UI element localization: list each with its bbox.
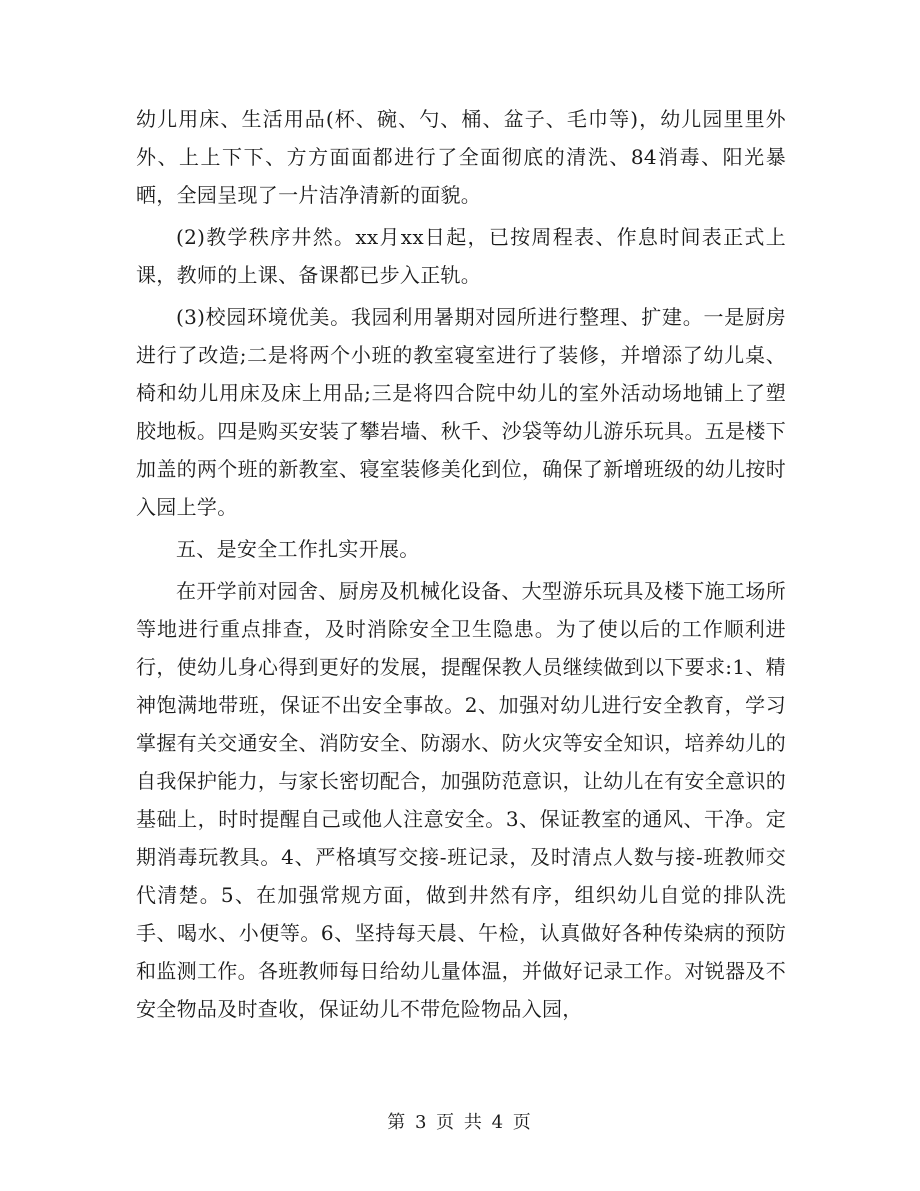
paragraph-hygiene-continued: 幼儿用床、生活用品(杯、碗、勺、桶、盆子、毛巾等)，幼儿园里里外外、上上下下、方方面面都进行了全面彻底的清洗、84消毒、阳光暴晒，全园呈现了一片洁净清新的面貌。 bbox=[136, 107, 786, 207]
paragraph-teaching-order: (2)教学秩序井然。xx月xx日起，已按周程表、作息时间表正式上课，教师的上课、备课都已步入正轨。 bbox=[136, 225, 786, 287]
section-heading-safety: 五、是安全工作扎实开展。 bbox=[176, 537, 420, 561]
document-body bbox=[136, 100, 786, 1032]
page-footer: 第 3 页 共 4 页 bbox=[387, 1112, 533, 1133]
paragraph-safety-requirements: 在开学前对园舍、厨房及机械化设备、大型游乐玩具及楼下施工场所等地进行重点排查，及时消除安全卫生隐患。为了使以后的工作顺利进行，使幼儿身心得到更好的发展，提醒保教人员继续做到以下要求:1、精神饱满地带班，保证不出安全事故。2、加强对幼儿进行安全教育，学习掌握有关交通安全、消防安全、防溺水、防火灾等安全知识，培养幼儿的自我保护能力，与家长密切配合，加强防范意识，让幼儿在有安全意识的基础上，时时提醒自己或他人注意安全。3、保证教室的通风、干净。定期消毒玩教具。4、严格填写交接-班记录，及时清点人数与接-班教师交代清楚。5、在加强常规方面，做到井然有序，组织幼儿自觉的排队洗手、喝水、小便等。6、坚持每天晨、午检，认真做好各种传染病的预防和监测工作。各班教师每日给幼儿量体温，并做好记录工作。对锐器及不安全物品及时查收，保证幼儿不带危险物品入园， bbox=[136, 579, 786, 1021]
paragraph-campus-environment: (3)校园环境优美。我园利用暑期对园所进行整理、扩建。一是厨房进行了改造;二是将两个小班的教室寝室进行了装修，并增添了幼儿桌、椅和幼儿用床及床上用品;三是将四合院中幼儿的室外活动场地铺上了塑胶地板。四是购买安装了攀岩墙、秋千、沙袋等幼儿游乐玩具。五是楼下加盖的两个班的新教室、寝室装修美化到位，确保了新增班级的幼儿按时入园上学。 bbox=[136, 305, 786, 519]
